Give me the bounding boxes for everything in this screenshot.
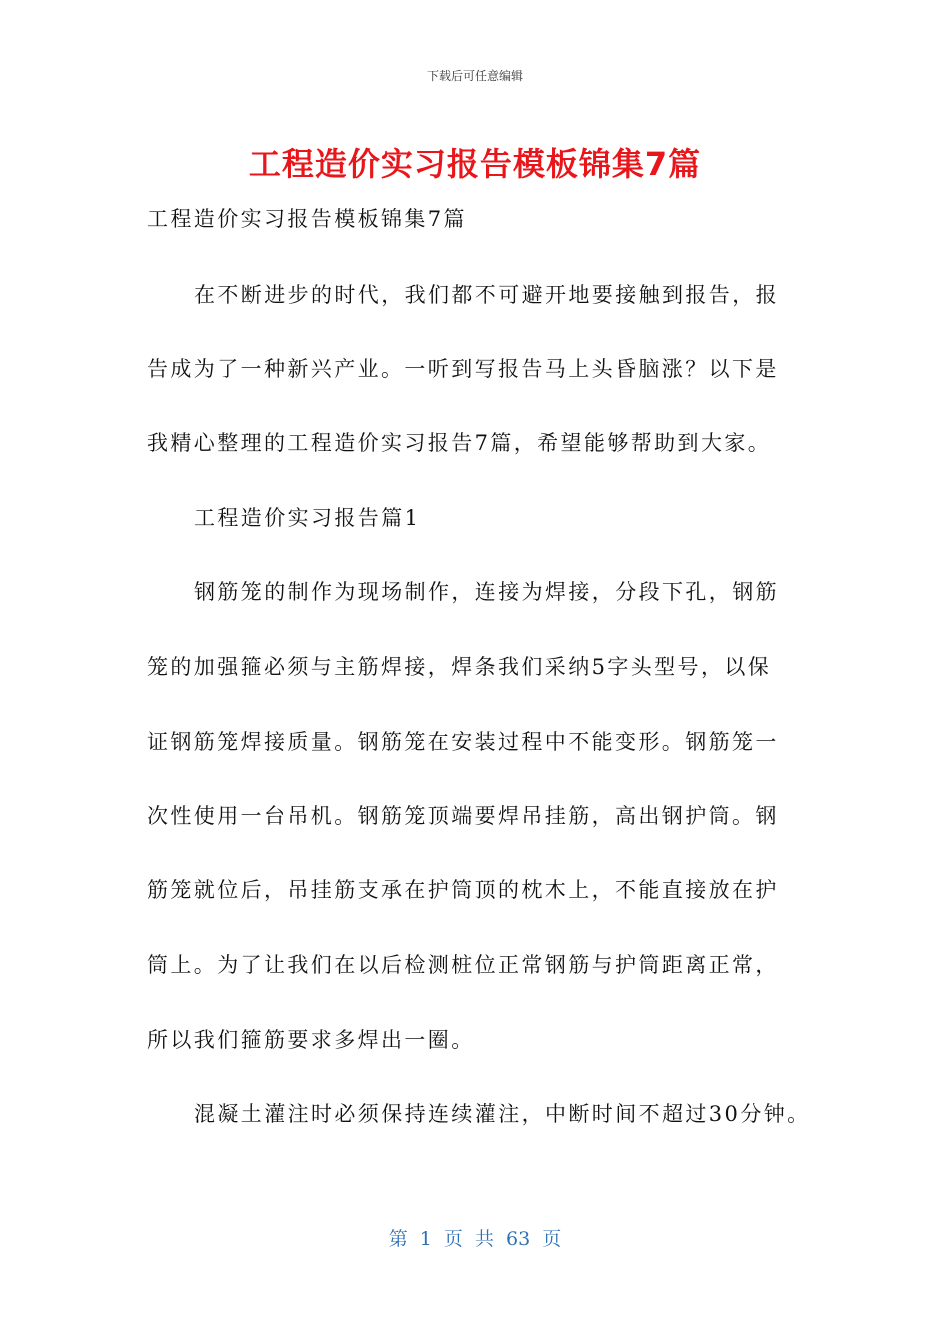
document-title: 工程造价实习报告模板锦集7篇 bbox=[248, 145, 702, 183]
paragraph-line: 在不断进步的时代，我们都不可避开地要接触到报告，报 bbox=[194, 283, 779, 307]
subtitle-line: 工程造价实习报告模板锦集7篇 bbox=[147, 207, 467, 231]
page-header-note: 下载后可任意编辑 bbox=[426, 69, 523, 83]
paragraph-line: 次性使用一台吊机。钢筋笼顶端要焊吊挂筋，高出钢护筒。钢 bbox=[147, 804, 779, 828]
page-number-footer: 第 1 页 共 63 页 bbox=[388, 1228, 562, 1250]
paragraph-line: 我精心整理的工程造价实习报告7篇，希望能够帮助到大家。 bbox=[147, 431, 772, 455]
paragraph-line: 混凝土灌注时必须保持连续灌注，中断时间不超过30分钟。 bbox=[194, 1102, 811, 1126]
paragraph-line: 筒上。为了让我们在以后检测桩位正常钢筋与护筒距离正常， bbox=[147, 953, 779, 977]
section-heading: 工程造价实习报告篇1 bbox=[194, 506, 421, 530]
paragraph-line: 告成为了一种新兴产业。一听到写报告马上头昏脑涨？以下是 bbox=[147, 357, 779, 381]
paragraph-line: 钢筋笼的制作为现场制作，连接为焊接，分段下孔，钢筋 bbox=[194, 580, 779, 604]
paragraph-line: 笼的加强箍必须与主筋焊接，焊条我们采纳5字头型号，以保 bbox=[147, 655, 772, 679]
paragraph-line: 筋笼就位后，吊挂筋支承在护筒顶的枕木上，不能直接放在护 bbox=[147, 878, 779, 902]
paragraph-line: 所以我们箍筋要求多焊出一圈。 bbox=[147, 1028, 475, 1052]
paragraph-line: 证钢筋笼焊接质量。钢筋笼在安装过程中不能变形。钢筋笼一 bbox=[147, 730, 779, 754]
